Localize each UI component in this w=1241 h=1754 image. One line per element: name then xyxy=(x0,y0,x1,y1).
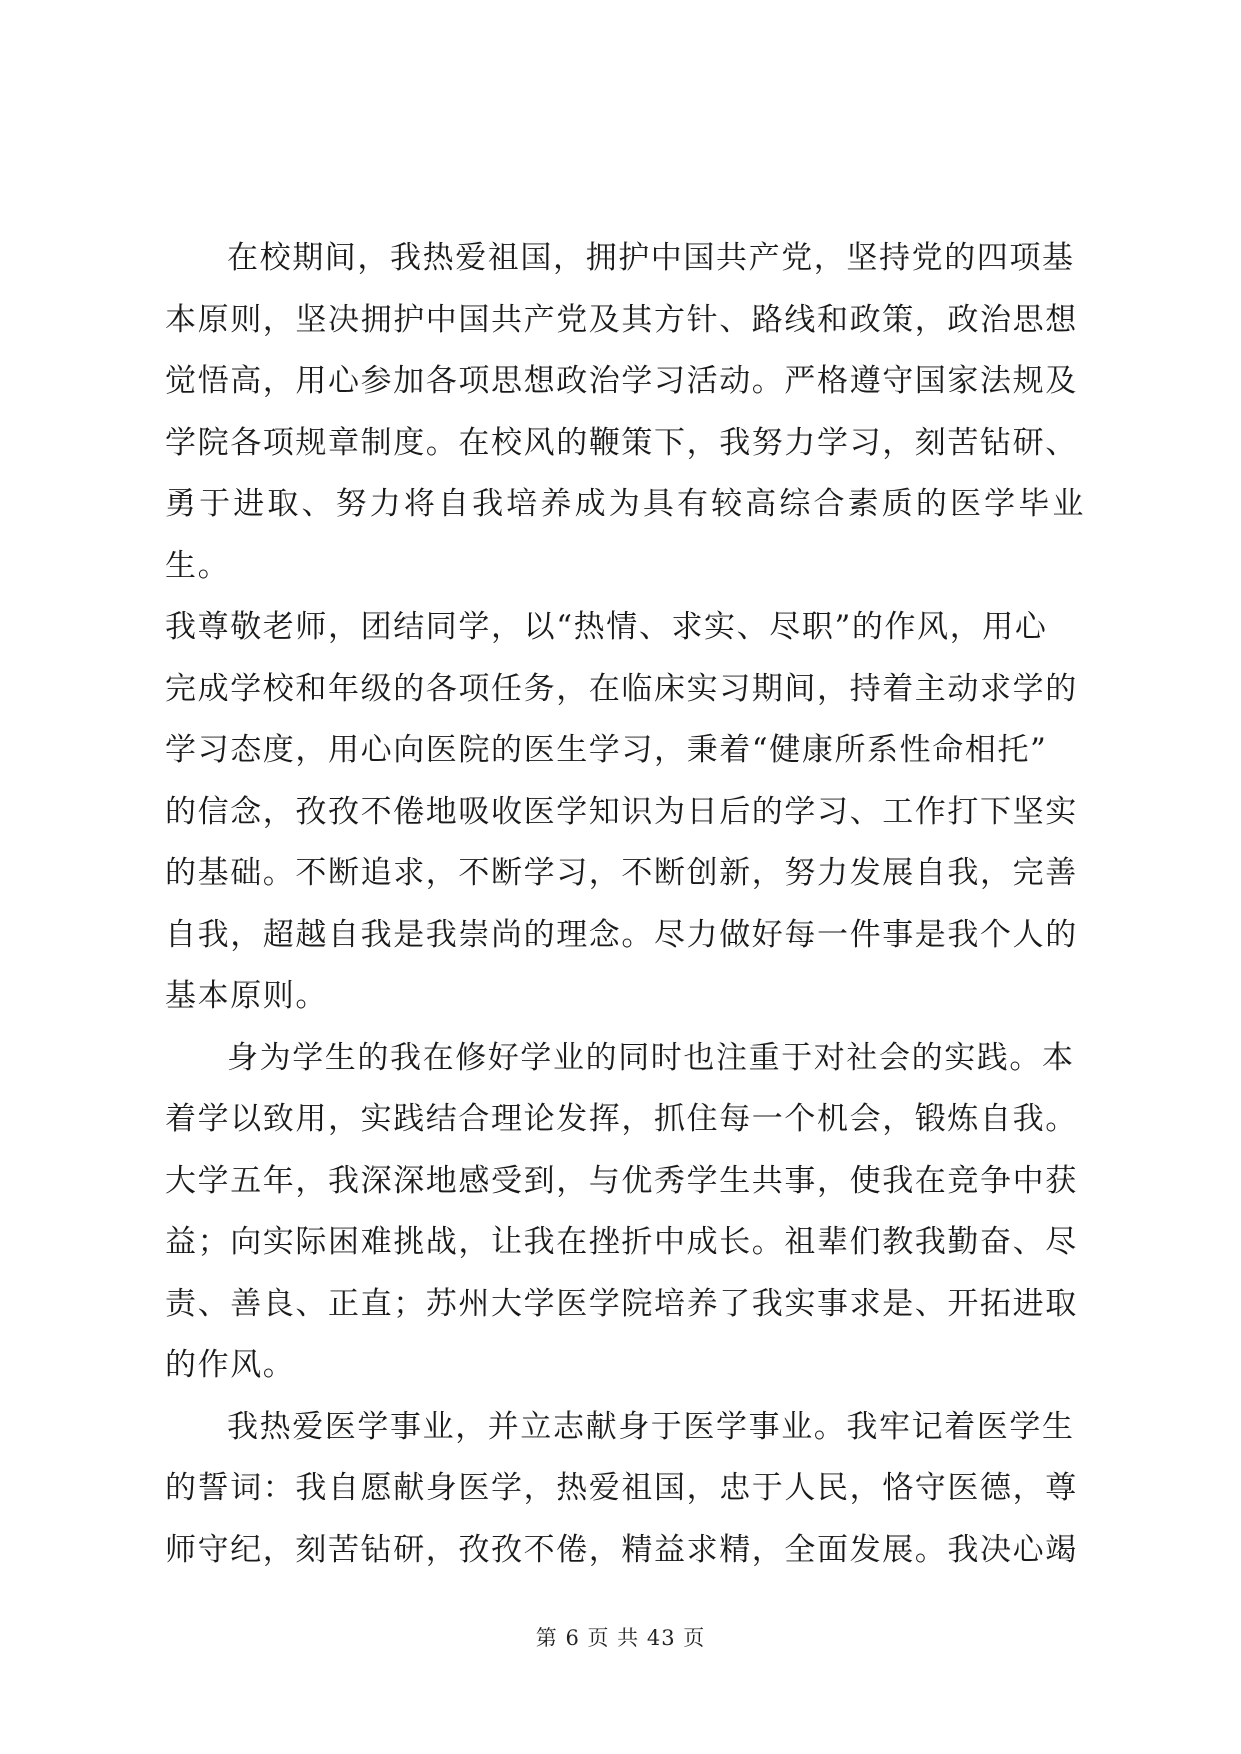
text-line: 自我，超越自我是我崇尚的理念。尽力做好每一件事是我个人的 xyxy=(165,916,1078,953)
text-line: 着学以致用，实践结合理论发挥，抓住每一个机会，锻炼自我。 xyxy=(165,1101,1078,1137)
paragraph-1 xyxy=(165,228,1085,1028)
document-body xyxy=(165,228,1085,1581)
paragraph-2 xyxy=(165,1028,1085,1397)
text-line: 在校期间，我热爱祖国，拥护中国共产党，坚持党的四项基 xyxy=(227,240,1075,276)
text-line: 我热爱医学事业，并立志献身于医学事业。我牢记着医学生 xyxy=(227,1408,1075,1445)
text-line: 本原则，坚决拥护中国共产党及其方针、路线和政策，政治思想 xyxy=(165,301,1078,338)
page-footer: 第 6 页 共 43 页 xyxy=(535,1626,706,1650)
text-line: 我尊敬老师，团结同学，以“热情、求实、尽职”的作风，用心 xyxy=(165,609,1048,645)
text-line: 大学五年，我深深地感受到，与优秀学生共事，使我在竞争中获 xyxy=(165,1162,1078,1199)
text-line: 完成学校和年级的各项任务，在临床实习期间，持着主动求学的 xyxy=(165,670,1078,707)
text-line: 身为学生的我在修好学业的同时也注重于对社会的实践。本 xyxy=(227,1039,1075,1076)
text-line: 的信念，孜孜不倦地吸收医学知识为日后的学习、工作打下坚实 xyxy=(165,793,1078,830)
text-line: 益；向实际困难挑战，让我在挫折中成长。祖辈们教我勤奋、尽 xyxy=(165,1224,1078,1260)
text-line: 的作风。 xyxy=(165,1347,296,1383)
text-line: 责、善良、正直；苏州大学医学院培养了我实事求是、开拓进取 xyxy=(165,1285,1078,1322)
text-line: 觉悟高，用心参加各项思想政治学习活动。严格遵守国家法规及 xyxy=(165,363,1078,399)
text-line: 勇于进取、努力将自我培养成为具有较高综合素质的医学毕业生。 xyxy=(165,486,1085,584)
text-line: 学院各项规章制度。在校风的鞭策下，我努力学习，刻苦钻研、 xyxy=(165,424,1078,461)
text-line: 基本原则。 xyxy=(165,978,328,1014)
paragraph-3 xyxy=(165,1397,1085,1582)
text-line: 的基础。不断追求，不断学习，不断创新，努力发展自我，完善 xyxy=(165,855,1078,891)
text-line: 的誓词：我自愿献身医学，热爱祖国，忠于人民，恪守医德，尊 xyxy=(165,1470,1078,1506)
text-line: 师守纪，刻苦钻研，孜孜不倦，精益求精，全面发展。我决心竭 xyxy=(165,1531,1078,1568)
text-line: 学习态度，用心向医院的医生学习，秉着“健康所系性命相托” xyxy=(165,732,1048,768)
